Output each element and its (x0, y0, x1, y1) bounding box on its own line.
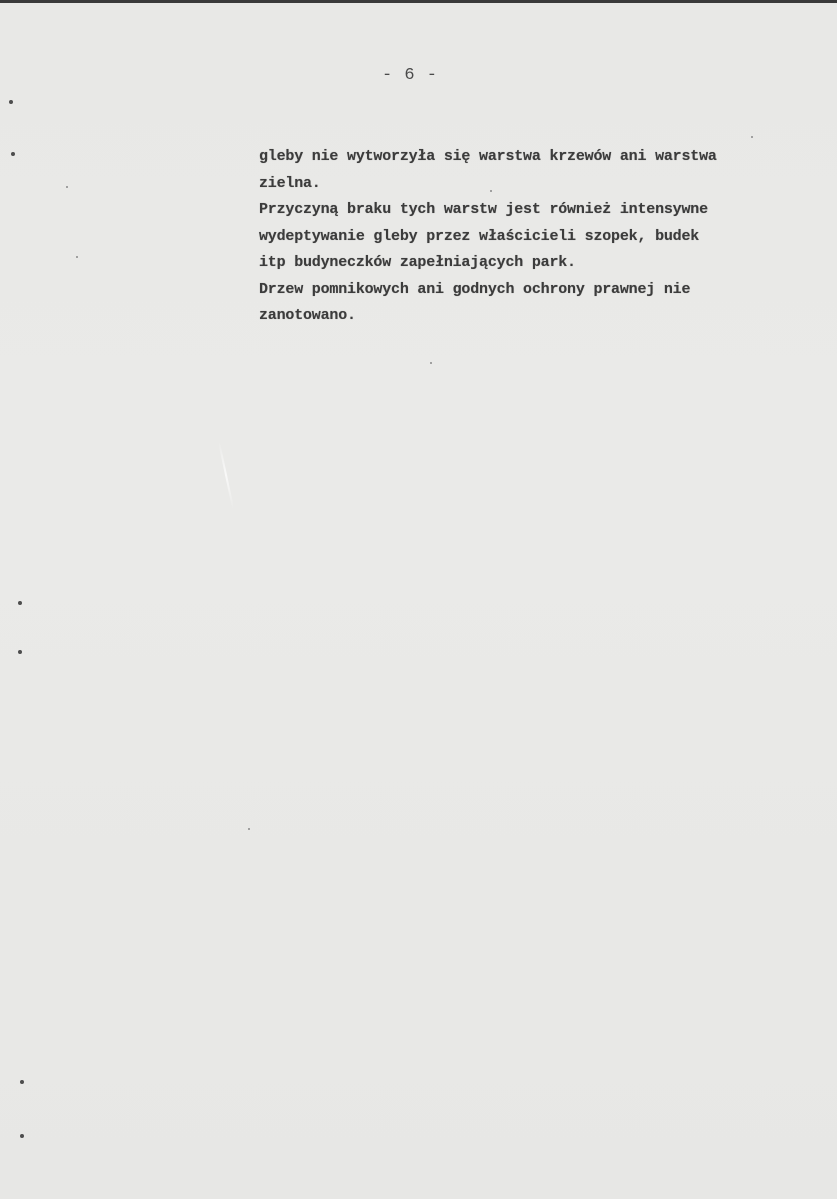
typed-body-text (259, 144, 829, 330)
paper-speck (430, 362, 432, 364)
text-line: itp budyneczków zapełniających park. (259, 254, 576, 271)
text-line: wydeptywanie gleby przez właścicieli szopek, budek (259, 227, 700, 245)
paper-speck (248, 828, 250, 830)
text-line: Przyczyną braku tych warstw jest również intensywne (259, 201, 708, 218)
text-line: zielna. (259, 174, 321, 192)
text-line: zanotowano. (259, 307, 356, 324)
paper-crease (218, 441, 235, 510)
text-line: gleby nie wytworzyła się warstwa krzewów ani warstwa (259, 148, 717, 165)
punch-hole (18, 601, 22, 605)
paper-speck (66, 186, 68, 188)
paper-speck (490, 190, 492, 192)
page-number: - 6 - (381, 66, 438, 85)
page-top-edge (0, 0, 837, 3)
punch-hole (20, 1080, 24, 1084)
paper-speck (76, 256, 78, 258)
punch-hole (11, 152, 15, 156)
text-line: Drzew pomnikowych ani godnych ochrony prawnej nie (259, 280, 691, 298)
paper-speck (751, 136, 753, 138)
punch-hole (20, 1134, 24, 1138)
punch-hole (18, 650, 22, 654)
punch-hole (9, 100, 13, 104)
